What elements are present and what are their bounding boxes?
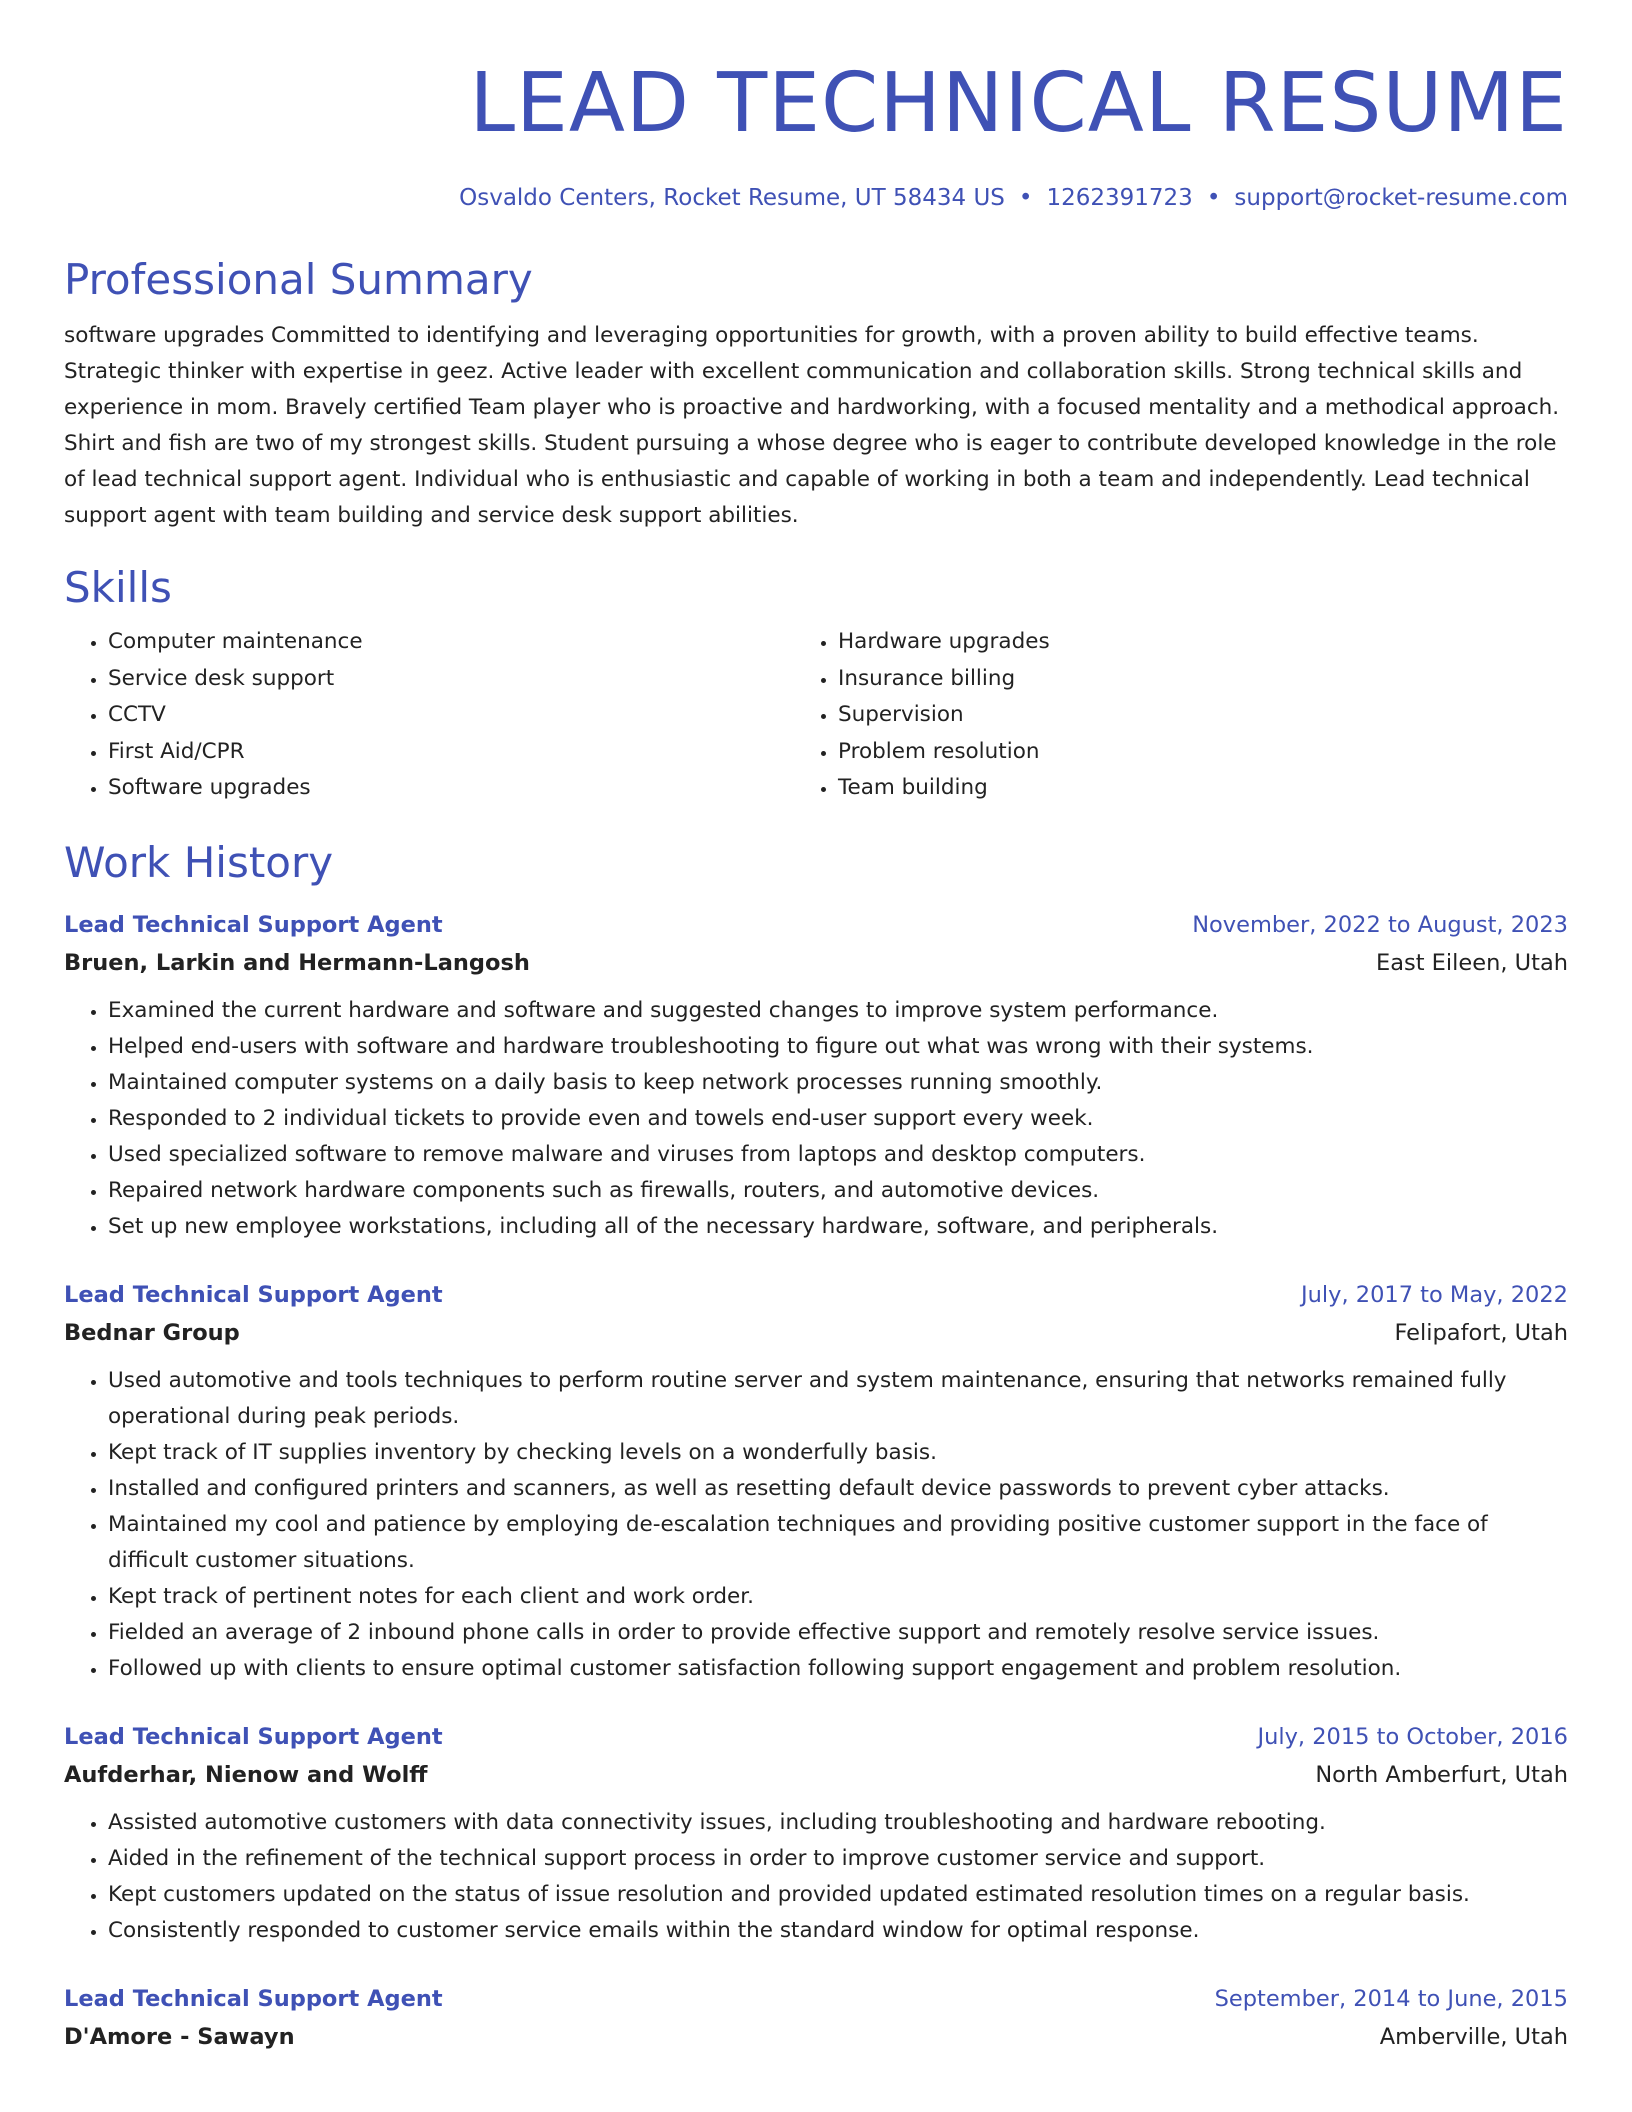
duty-item: • Set up new employee workstations, including all of the necessary hardware, software, and peripherals.	[108, 1209, 1568, 1245]
duty-item: • Kept track of pertinent notes for each client and work order.	[108, 1579, 1568, 1615]
job-duties	[64, 1363, 1568, 1687]
contact-separator: •	[1206, 185, 1221, 211]
duty-item: • Followed up with clients to ensure optimal customer satisfaction following support engagement and problem resolution.	[108, 1651, 1568, 1687]
job-dates: September, 2014 to June, 2015	[1214, 1985, 1568, 2012]
skill-item: • Service desk support	[108, 661, 838, 698]
skills-column-right	[838, 624, 1568, 807]
contact-address: Osvaldo Centers, Rocket Resume, UT 58434 US	[459, 185, 1005, 211]
skill-item: • Computer maintenance	[108, 624, 838, 661]
duty-item: • Maintained computer systems on a daily basis to keep network processes running smoothly.	[108, 1065, 1568, 1101]
skills-column-left	[64, 624, 838, 807]
skills-list	[64, 624, 1568, 807]
job-title: Lead Technical Support Agent	[64, 1985, 443, 2012]
job-company: Aufderhar, Nienow and Wolff	[64, 1761, 428, 1788]
duty-item: • Maintained my cool and patience by employing de-escalation techniques and providing positive customer support in the face of difficult customer situations.	[108, 1507, 1568, 1579]
job-title: Lead Technical Support Agent	[64, 911, 443, 938]
job-dates: July, 2017 to May, 2022	[1300, 1281, 1568, 1308]
skill-item: • Hardware upgrades	[838, 624, 1568, 661]
resume-name: LEAD TECHNICAL RESUME	[469, 56, 1568, 151]
job-entry	[64, 907, 1568, 1245]
skills-heading: Skills	[64, 563, 172, 612]
duty-item: • Used specialized software to remove malware and viruses from laptops and desktop computers.	[108, 1137, 1568, 1173]
job-dates: July, 2015 to October, 2016	[1257, 1723, 1568, 1750]
duty-item: • Consistently responded to customer service emails within the standard window for optimal response.	[108, 1913, 1568, 1949]
duty-item: • Examined the current hardware and software and suggested changes to improve system performance.	[108, 993, 1568, 1029]
skill-item: • Team building	[838, 770, 1568, 807]
duty-item: • Helped end-users with software and hardware troubleshooting to figure out what was wrong with their systems.	[108, 1029, 1568, 1065]
duty-item: • Installed and configured printers and scanners, as well as resetting default device passwords to prevent cyber attacks.	[108, 1471, 1568, 1507]
work-history-heading: Work History	[64, 837, 334, 887]
job-title: Lead Technical Support Agent	[64, 1723, 443, 1750]
duty-item: • Assisted automotive customers with data connectivity issues, including troubleshooting and hardware rebooting.	[108, 1805, 1568, 1841]
contact-phone: 1262391723	[1046, 185, 1193, 211]
job-location: Felipafort, Utah	[1394, 1319, 1568, 1346]
job-entry	[64, 1981, 1568, 2057]
contact-email[interactable]: support@rocket-resume.com	[1234, 185, 1568, 211]
summary-text: software upgrades Committed to identifying and leveraging opportunities for growth, with a proven ability to build effective teams. Strategic thinker with expertise in geez. Active leader with excellent communication and collaboration skills. Strong technical skills and experience in mom. Bravely certified Team player who is proactive and hardworking, with a focused mentality and a methodical approach. Shirt and fish are two of my strongest skills. Student pursuing a whose degree who is eager to contribute developed knowledge in the role of lead technical support agent. Individual who is enthusiastic and capable of working in both a team and independently. Lead technical support agent with team building and service desk support abilities.	[64, 323, 1560, 528]
duty-item: • Kept customers updated on the status of issue resolution and provided updated estimated resolution times on a regular basis.	[108, 1877, 1568, 1913]
skill-item: • CCTV	[108, 697, 838, 734]
contact-separator: •	[1018, 185, 1033, 211]
skill-item: • Supervision	[838, 697, 1568, 734]
job-company: Bednar Group	[64, 1319, 240, 1346]
duty-item: • Aided in the refinement of the technical support process in order to improve customer service and support.	[108, 1841, 1568, 1877]
skill-item: • Software upgrades	[108, 770, 838, 807]
duty-item: • Kept track of IT supplies inventory by checking levels on a wonderfully basis.	[108, 1435, 1568, 1471]
job-title: Lead Technical Support Agent	[64, 1281, 443, 1308]
job-entry	[64, 1719, 1568, 1949]
job-duties	[64, 993, 1568, 1245]
duty-item: • Fielded an average of 2 inbound phone calls in order to provide effective support and remotely resolve service issues.	[108, 1615, 1568, 1651]
contact-line	[64, 182, 1568, 214]
job-dates: November, 2022 to August, 2023	[1192, 911, 1568, 938]
job-duties	[64, 1805, 1568, 1949]
skill-item: • First Aid/CPR	[108, 734, 838, 771]
job-company: Bruen, Larkin and Hermann-Langosh	[64, 949, 530, 976]
job-location: East Eileen, Utah	[1375, 949, 1568, 976]
job-company: D'Amore - Sawayn	[64, 2023, 295, 2050]
job-location: Amberville, Utah	[1379, 2023, 1568, 2050]
resume-header	[64, 56, 1568, 214]
skill-item: • Insurance billing	[838, 661, 1568, 698]
duty-item: • Repaired network hardware components such as firewalls, routers, and automotive devices.	[108, 1173, 1568, 1209]
summary-heading: Professional Summary	[64, 255, 533, 304]
job-location: North Amberfurt, Utah	[1315, 1761, 1568, 1788]
skill-item: • Problem resolution	[838, 734, 1568, 771]
duty-item: • Responded to 2 individual tickets to provide even and towels end-user support every week.	[108, 1101, 1568, 1137]
job-entry	[64, 1277, 1568, 1687]
duty-item: • Used automotive and tools techniques to perform routine server and system maintenance, ensuring that networks remained fully operational during peak periods.	[108, 1363, 1568, 1435]
